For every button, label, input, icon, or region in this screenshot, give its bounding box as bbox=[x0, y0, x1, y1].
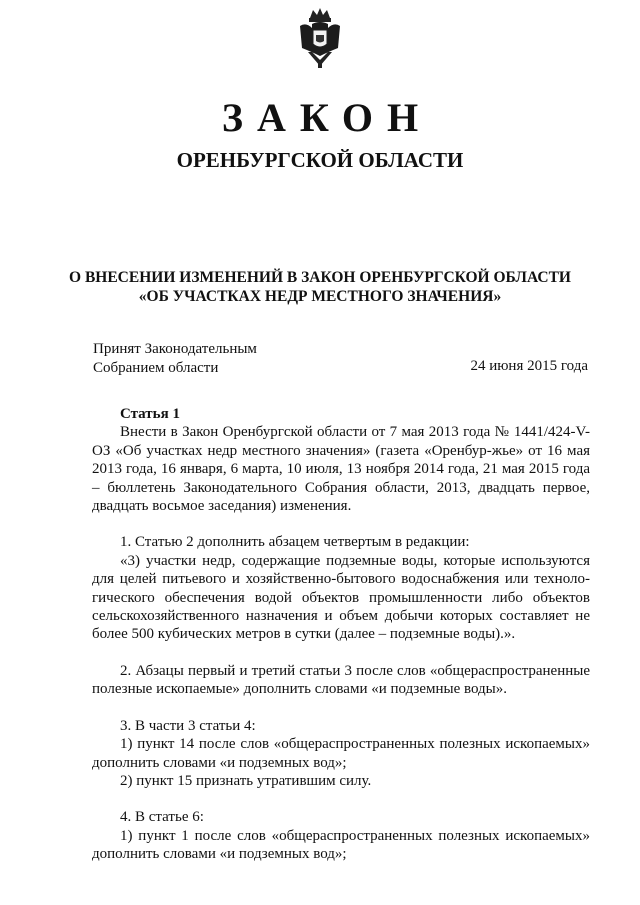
adoption-note bbox=[93, 340, 257, 378]
item-2: 2. Абзацы первый и третий статьи 3 после слов «общераспространенные полезные ископаемые» дополнить словами «и подземные воды». bbox=[92, 662, 590, 698]
document-title: ЗАКОН bbox=[221, 95, 433, 140]
law-heading bbox=[40, 268, 600, 306]
law-body bbox=[92, 405, 590, 864]
law-heading-line-2: «ОБ УЧАСТКАХ НЕДР МЕСТНОГО ЗНАЧЕНИЯ» bbox=[138, 288, 502, 305]
adoption-line-1: Принят Законодательным bbox=[93, 341, 257, 357]
item-1-quote: «3) участки недр, содержащие подземные воды, которые используются для целей питьевого и хозяйственно-бытового водоснабжения или техноло-гического обеспечения водой объектов промышленности либо объектов сельскохозяйственного назначения и объем добычи которых составляет не более 500 кубических метров в сутки (далее – подземные воды).». bbox=[92, 552, 590, 643]
adoption-date: 24 июня 2015 года bbox=[470, 358, 588, 374]
item-3-2: 2) пункт 15 признать утратившим силу. bbox=[120, 772, 372, 789]
law-heading-line-1: О ВНЕСЕНИИ ИЗМЕНЕНИЙ В ЗАКОН ОРЕНБУРГСКОЙ ОБЛАСТИ bbox=[69, 269, 571, 286]
article-intro: Внести в Закон Оренбургской области от 7 мая 2013 года № 1441/424-V-ОЗ «Об участках недр местного значения» (газета «Оренбур-жье» от 16 мая 2013 года, 16 января, 6 марта, 10 июля, 13 ноября 2014 года, 21 мая 2015 года – бюллетень Законодательного Собрания области, 2013, двадцать первое, двадцать восьмое заседания) изменения. bbox=[92, 424, 590, 515]
adoption-line-2: Собранием области bbox=[93, 360, 219, 376]
coat-of-arms-icon bbox=[298, 8, 342, 70]
item-1: 1. Статью 2 дополнить абзацем четвертым в редакции: bbox=[120, 534, 470, 551]
item-3-1: 1) пункт 14 после слов «общераспространенных полезных ископаемых» дополнить словами «и подземных вод»; bbox=[92, 736, 590, 771]
item-4: 4. В статье 6: bbox=[120, 809, 204, 826]
item-3: 3. В части 3 статьи 4: bbox=[120, 717, 256, 734]
item-4-1: 1) пункт 1 после слов «общераспространенных полезных ископаемых» дополнить словами «и подземных вод»; bbox=[92, 827, 590, 863]
article-title: Статья 1 bbox=[120, 406, 180, 422]
document-subtitle: ОРЕНБУРГСКОЙ ОБЛАСТИ bbox=[176, 148, 464, 172]
